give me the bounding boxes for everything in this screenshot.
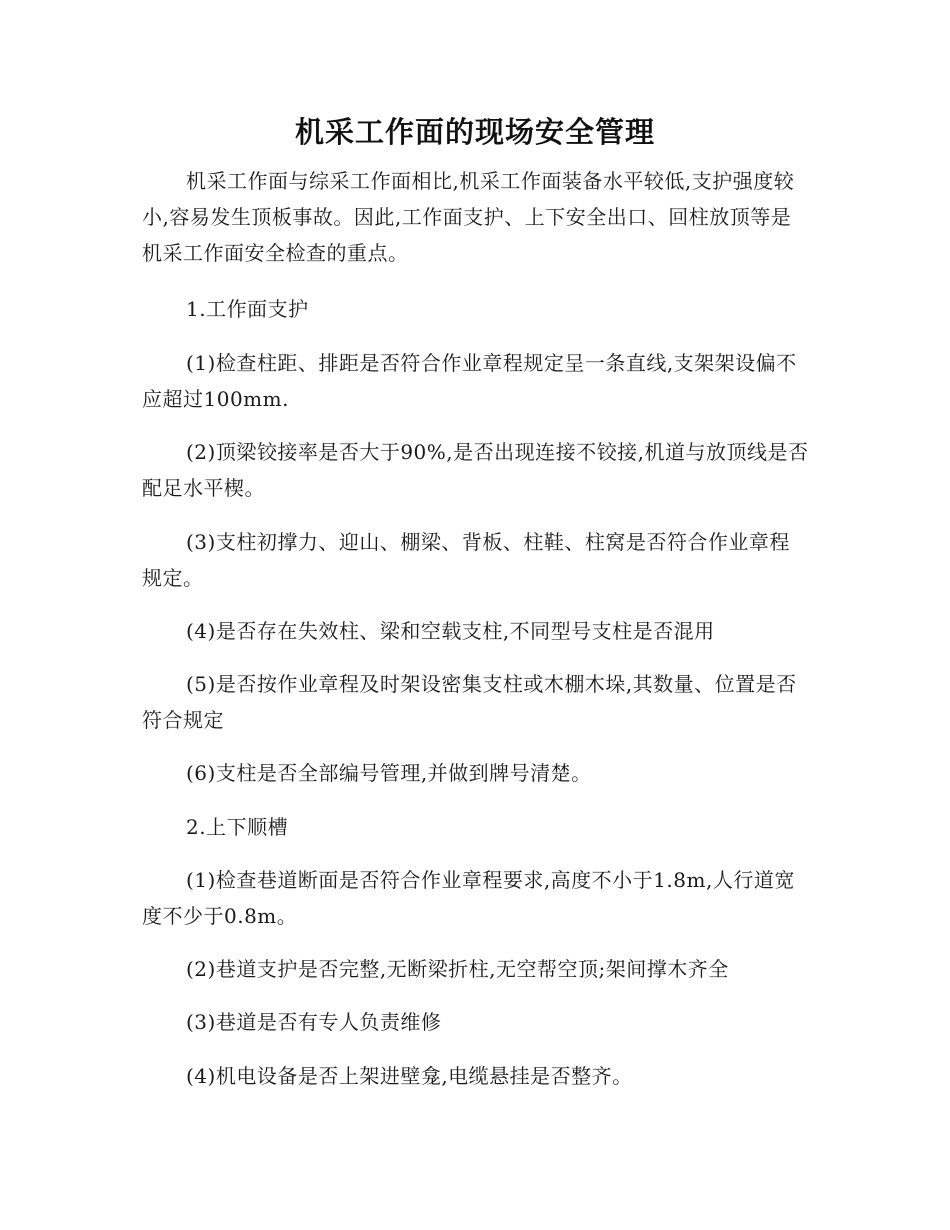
list-item-support-4: (4)是否存在失效柱、梁和空载支柱,不同型号支柱是否混用 <box>186 619 715 643</box>
list-item-support-5: (5)是否按作业章程及时架设密集支柱或木棚木垛,其数量、位置是否符合规定 <box>142 672 797 732</box>
intro-paragraph: 机采工作面与综采工作面相比,机采工作面装备水平较低,支护强度较小,容易发生顶板事故。因此,工作面支护、上下安全出口、回柱放顶等是机采工作面安全检查的重点。 <box>142 169 795 265</box>
list-item-support-2: (2)顶梁铰接率是否大于90%,是否出现连接不铰接,机道与放顶线是否配足水平楔。 <box>142 440 809 500</box>
list-item-roadways-3: (3)巷道是否有专人负责维修 <box>186 1010 442 1034</box>
document-title: 机采工作面的现场安全管理 <box>294 115 655 149</box>
list-item-roadways-1: (1)检查巷道断面是否符合作业章程要求,高度不小于1.8m,人行道宽度不少于0.8m。 <box>142 868 795 928</box>
list-item-roadways-2: (2)巷道支护是否完整,无断梁折柱,无空帮空顶;架间撑木齐全 <box>186 957 729 981</box>
section-heading-support: 1.工作面支护 <box>186 297 309 321</box>
list-item-support-6: (6)支柱是否全部编号管理,并做到牌号清楚。 <box>186 761 592 785</box>
list-item-roadways-4: (4)机电设备是否上架进壁龛,电缆悬挂是否整齐。 <box>186 1064 633 1088</box>
list-item-support-3: (3)支柱初撑力、迎山、棚梁、背板、柱鞋、柱窝是否符合作业章程规定。 <box>142 530 790 590</box>
section-heading-roadways: 2.上下顺槽 <box>186 815 289 839</box>
list-item-support-1: (1)检查柱距、排距是否符合作业章程规定呈一条直线,支架架设偏不应超过100mm. <box>142 351 797 411</box>
